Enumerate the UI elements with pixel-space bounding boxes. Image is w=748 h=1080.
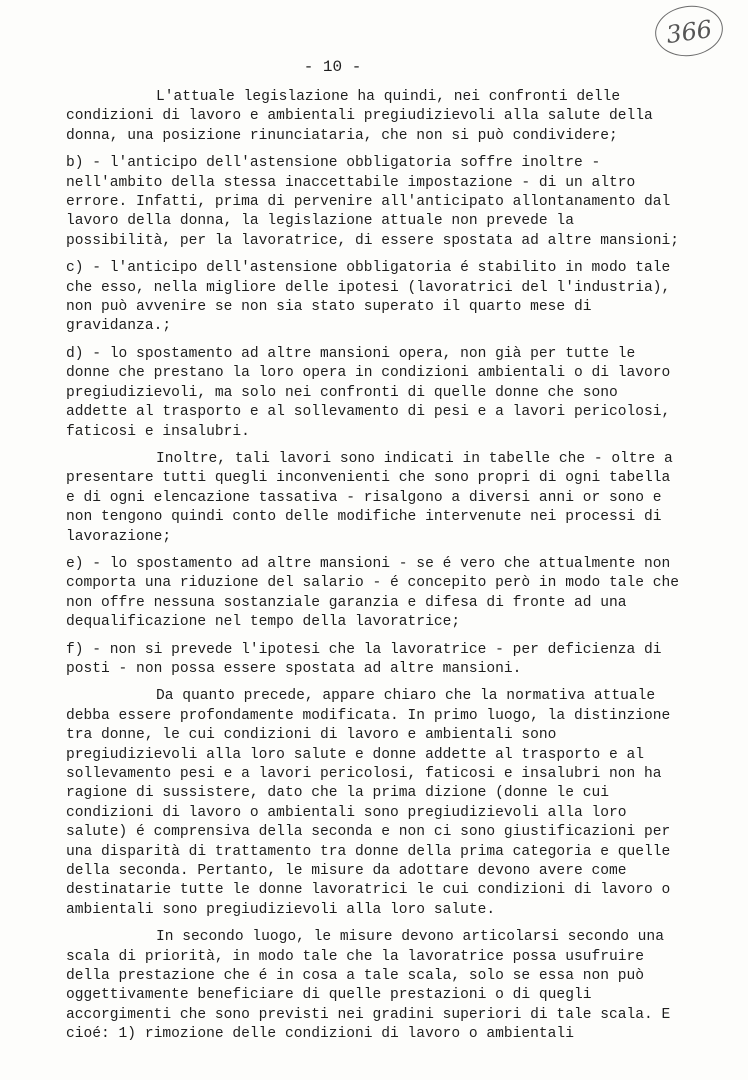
paragraph-item-b: b) - l'anticipo dell'astensione obbligatoria soffre inoltre - nell'ambito della stessa inaccettabile impostazione - di un altro errore. Infatti, prima di pervenire all'anticipato allontanamento dal lavoro della donna, la legislazione attuale non prevede la possibilità, per la lavoratrice, di essere spostata ad altre mansioni; — [66, 155, 680, 249]
document-body — [66, 88, 686, 1045]
paragraph-conclusion-second: In secondo luogo, le misure devono articolarsi secondo una scala di priorità, in modo tale che la lavoratrice possa usufruire della prestazione che é in cosa a tale scala, solo se essa non può oggettivamente beneficiare di quelle prestazioni o di quegli accorgimenti che sono previsti nei gradini superiori di tale scala. E cioé: 1) rimozione delle condizioni di lavoro o ambientali — [66, 929, 671, 1043]
paragraph-conclusion-first: Da quanto precede, appare chiaro che la normativa attuale debba essere profondamente modificata. In primo luogo, la distinzione tra donne, le cui condizioni di lavoro e ambientali sono pregiudizievoli alla loro salute e donne addette al trasporto e al sollevamento pesi e a lavori pericolosi, faticosi e insalubri non ha ragione di sussistere, dato che la prima dizione (donne le cui condizioni di lavoro o ambientali sono pregiudizievoli alla loro salute) é comprensiva della seconda e non ci sono giustificazioni per una disparità di trattamento tra donne della prima categoria e quelle della seconda. Pertanto, le misure da adottare devono avere come destinatarie tutte le donne lavoratrici le cui condizioni di lavoro o ambientali sono pregiudizievoli alla loro salute. — [66, 688, 671, 918]
paragraph-d-continued: Inoltre, tali lavori sono indicati in tabelle che - oltre a presentare tutti quegli inconvenienti che sono propri di ogni tabella e di ogni elencazione tassativa - risalgono a diversi anni or sono e non tengono quindi conto delle modifiche intervenute nei processi di lavorazione; — [66, 450, 673, 545]
paragraph-intro: L'attuale legislazione ha quindi, nei confronti delle condizioni di lavoro e ambientali pregiudizievoli alla salute della donna, una posizione rinunciataria, che non si può condividere; — [66, 89, 653, 144]
archive-number-stamp: 366 — [652, 2, 726, 61]
page-number: - 10 - — [303, 58, 362, 76]
paragraph-item-c: c) - l'anticipo dell'astensione obbligatoria é stabilito in modo tale che esso, nella migliore delle ipotesi (lavoratrici del l'industria), non può avvenire se non sia stato superato il quarto mese di gravidanza.; — [66, 260, 671, 335]
paragraph-item-e: e) - lo spostamento ad altre mansioni - se é vero che attualmente non comporta una riduzione del salario - é concepito però in modo tale che non offre nessuna sostanziale garanzia e difesa di fronte ad una dequalificazione nel tempo della lavoratrice; — [66, 555, 680, 631]
paragraph-item-d: d) - lo spostamento ad altre mansioni opera, non già per tutte le donne che prestano la loro opera in condizioni ambientali o di lavoro pregiudizievoli, ma solo nei confronti di quelle donne che sono addette al trasporto e al sollevamento di pesi e a lavori pericolosi, faticosi e insalubri. — [66, 345, 671, 440]
paragraph-item-f: f) - non si prevede l'ipotesi che la lavoratrice - per deficienza di posti - non possa essere spostata ad altre mansioni. — [66, 641, 662, 677]
